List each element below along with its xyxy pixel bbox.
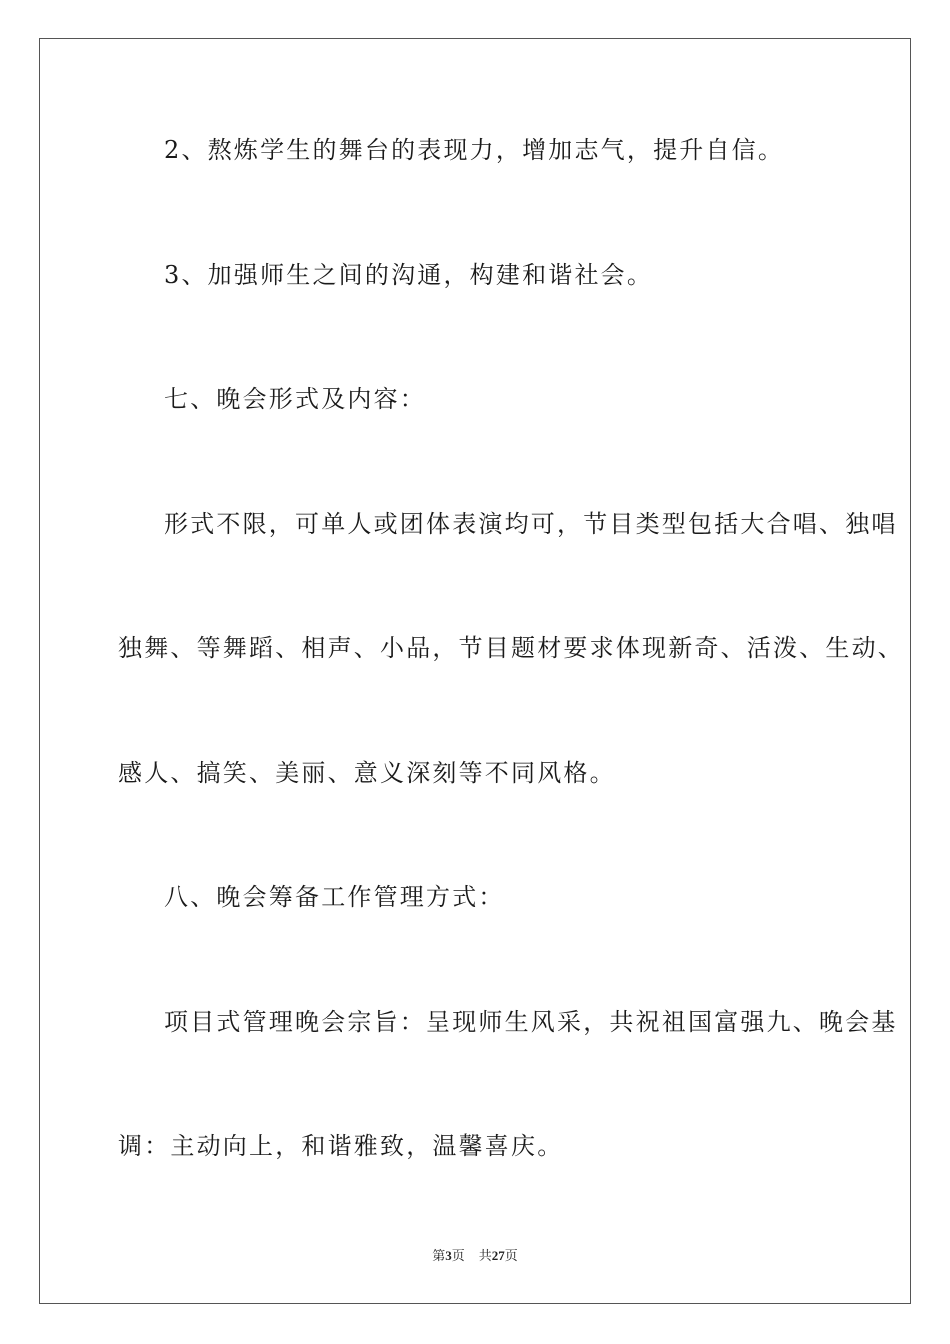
section-heading-8: 八、晚会筹备工作管理方式： [164, 883, 505, 911]
paragraph-line-4: 形式不限，可单人或团体表演均可，节目类型包括大合唱、独唱 [164, 510, 898, 538]
page-frame [39, 38, 911, 1304]
section-heading-7: 七、晚会形式及内容： [164, 385, 426, 413]
footer-page-prefix: 第 [432, 1249, 446, 1264]
footer-page-number: 3 [445, 1248, 452, 1263]
footer-total-suffix: 页 [504, 1249, 518, 1264]
paragraph-line-9: 调：主动向上，和谐雅致，温馨喜庆。 [118, 1132, 564, 1160]
paragraph-line-1: 2、熬炼学生的舞台的表现力，增加志气，提升自信。 [164, 136, 785, 164]
footer-total-prefix: 共 [478, 1249, 492, 1264]
paragraph-line-2: 3、加强师生之间的沟通，构建和谐社会。 [164, 261, 654, 289]
footer-page-suffix: 页 [451, 1249, 465, 1264]
paragraph-line-8: 项目式管理晚会宗旨：呈现师生风采，共祝祖国富强九、晚会基 [164, 1008, 898, 1036]
footer-total-pages: 27 [491, 1248, 505, 1263]
paragraph-line-6: 感人、搞笑、美丽、意义深刻等不同风格。 [118, 759, 616, 787]
page-footer [0, 1247, 950, 1266]
paragraph-line-5: 独舞、等舞蹈、相声、小品，节目题材要求体现新奇、活泼、生动、 [118, 634, 904, 662]
